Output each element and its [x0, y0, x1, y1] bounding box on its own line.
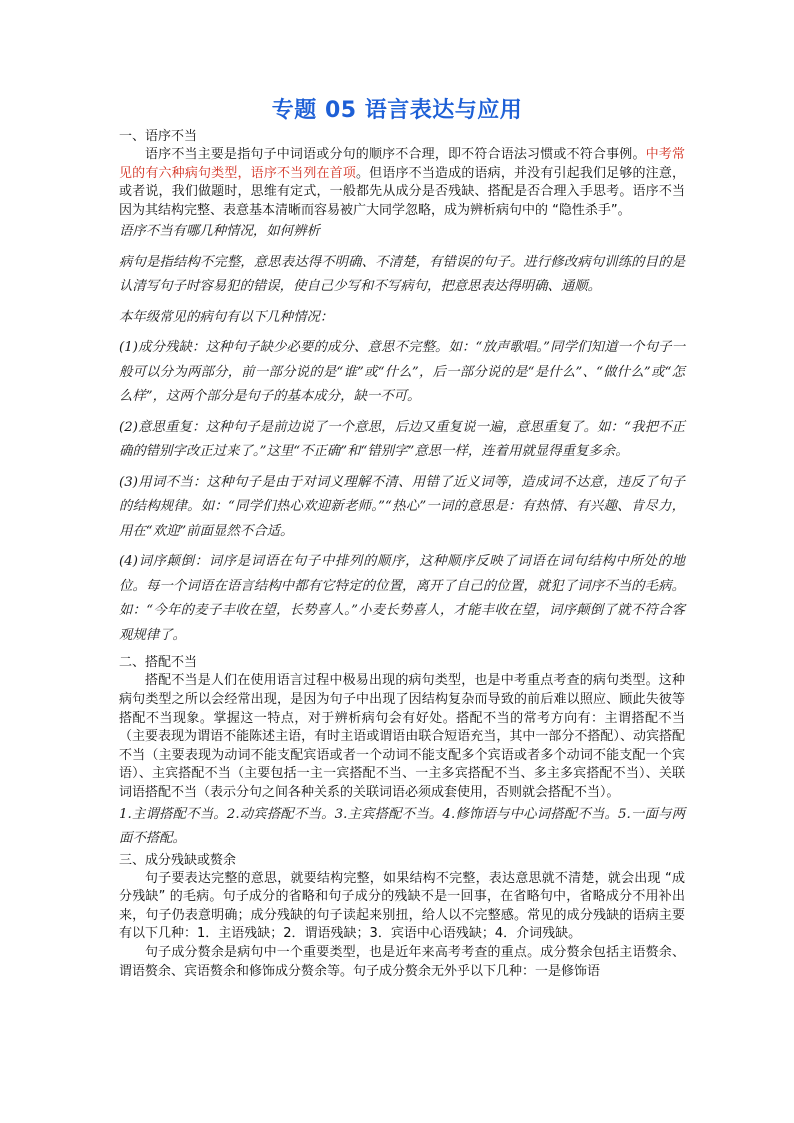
- section-3-paragraph: 句子要表达完整的意思，就要结构完整，如果结构不完整，表达意思就不清楚，就会出现 “成分残缺” 的毛病。句子成分的省略和句子成分的残缺不是一回事，在省略句中，省略成分不用补出来，句子仍表意明确；成分残缺的句子读起来别扭，给人以不完整感。常见的成分残缺的语病主要有以下几种：1．主语残缺；2．谓语残缺；3．宾语中心语残缺；4．介词残缺。: [119, 870, 685, 942]
- kai-paragraph: (4)词序颠倒：词序是词语在句子中排列的顺序，这种顺序反映了词语在词句结构中所处的地位。每一个词语在语言结构中都有它特定的位置，离开了自己的位置，就犯了词序不当的毛病。如：“今年的麦子丰收在望，长势喜人。”小麦长势喜人，才能丰收在望，词序颠倒了就不符合客观规律了。: [119, 554, 685, 643]
- section-heading-3: 三、成分残缺或赘余: [119, 852, 237, 868]
- kai-paragraph: (2)意思重复：这种句子是前边说了一个意思，后边又重复说一遍，意思重复了。如：“我把不正确的错别字改正过来了。”这里“不正确”和“错别字”意思一样，连着用就显得重复多余。: [119, 419, 685, 460]
- section-3-paragraph: 句子成分赘余是病句中一个重要类型，也是近年来高考考查的重点。成分赘余包括主语赘余、谓语赘余、宾语赘余和修饰成分赘余等。句子成分赘余无外乎以下几种：一是修饰语: [119, 944, 685, 979]
- section-2-paragraph: 搭配不当是人们在使用语言过程中极易出现的病句类型，也是中考重点考查的病句类型。这种病句类型之所以会经常出现，是因为句子中出现了因结构复杂而导致的前后难以照应、顾此失彼等搭配不当现象。掌握这一特点，对于辨析病句会有好处。搭配不当的常考方向有：主谓搭配不当（主要表现为谓语不能陈述主语，有时主语或谓语由联合短语充当，其中一部分不搭配）、动宾搭配不当（主要表现为动词不能支配宾语或者一个动词不能支配多个宾语或者多个动词不能支配一个宾语）、主宾搭配不当（主要包括一主一宾搭配不当、一主多宾搭配不当、多主多宾搭配不当）、关联词语搭配不当（表示分句之间各种关系的关联词语必须成套使用，否则就会搭配不当）。: [119, 673, 685, 800]
- section-heading-2: 二、搭配不当: [119, 655, 198, 671]
- section-1-paragraph: [119, 146, 685, 220]
- page-title: 专题 05 语言表达与应用: [271, 98, 523, 123]
- kai-paragraph: 本年级常见的病句有以下几种情况：: [119, 309, 334, 325]
- paragraph-text: 。但语序不当造成的语病，并没有引起我们足够的注意，或者说，我们做题时，思维有定式，一般都先从成分是否残缺、搭配是否合理入手思考。语序不当因为其结构完整、表意基本清晰而容易被广大同学忽略，成为辨析病句中的 “隐性杀手”。: [119, 165, 685, 218]
- paragraph-text: 语序不当主要是指句子中词语或分句的顺序不合理，即不符合语法习惯或不符合事例。: [145, 147, 646, 162]
- kai-paragraph: 病句是指结构不完整，意思表达得不明确、不清楚，有错误的句子。进行修改病句训练的目的是认清写句子时容易犯的错误，使自己少写和不写病句，把意思表达得明确、通顺。: [119, 254, 685, 295]
- kai-paragraph: (1)成分残缺：这种句子缺少必要的成分、意思不完整。如：“放声歌唱。”同学们知道一个句子一般可以分为两部分，前一部分说的是“谁”或“什么”，后一部分说的是“是什么”、“做什么”或“怎么样”，这两个部分是句子的基本成分，缺一不可。: [119, 340, 685, 405]
- kai-paragraph: (3)用词不当：这种句子是由于对词义理解不清、用错了近义词等，造成词不达意，违反了句子的结构规律。如：“同学们热心欢迎新老师。”“热心”一词的意思是：有热情、有兴趣、肯尽力，用在“欢迎”前面显然不合适。: [119, 474, 685, 539]
- highlighted-text: 中考常见的有六种病句类型，语序不当列在首项: [119, 147, 685, 181]
- subsection-title: 语序不当有哪几种情况，如何辨析: [119, 224, 320, 240]
- section-heading-1: 一、语序不当: [119, 129, 198, 144]
- kai-paragraph: 1.主谓搭配不当。2.动宾搭配不当。3.主宾搭配不当。4.修饰语与中心词搭配不当。5.一面与两面不搭配。: [119, 806, 685, 847]
- document-body: [119, 128, 685, 981]
